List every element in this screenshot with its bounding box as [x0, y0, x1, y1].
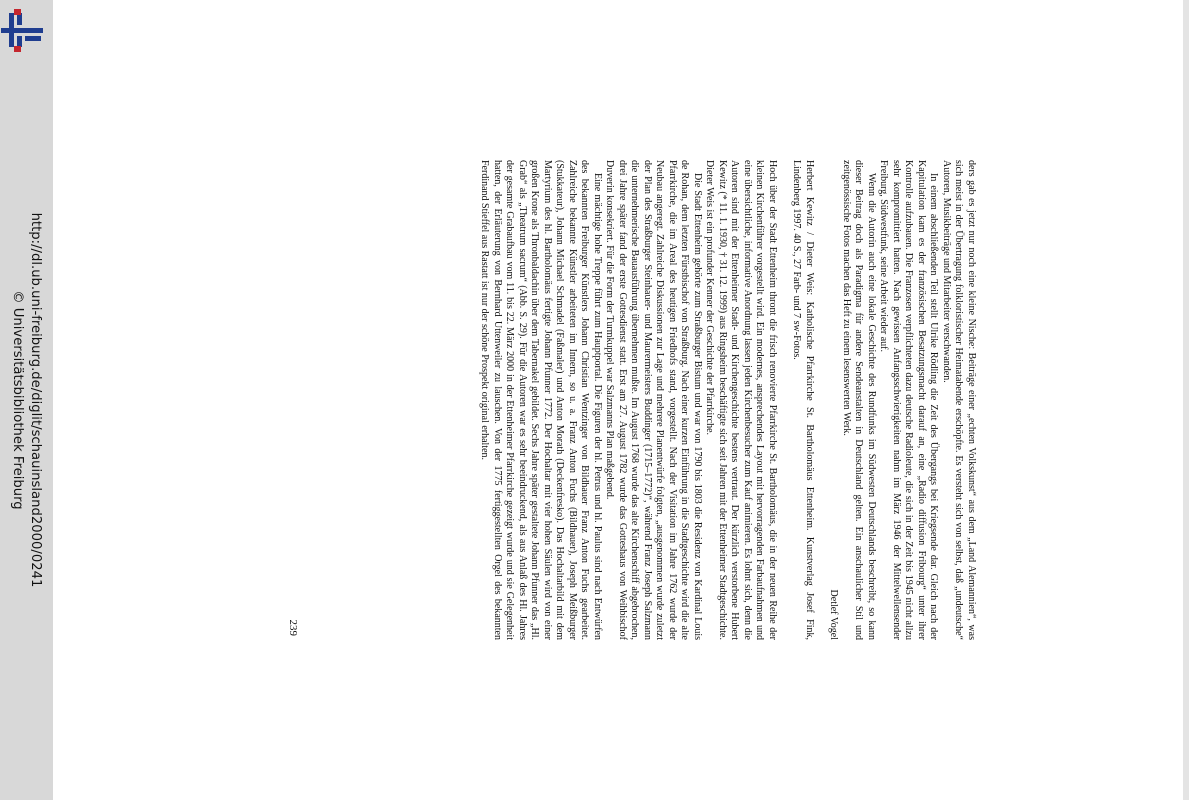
page-number: 239	[287, 619, 300, 636]
review-paragraph: Hoch über der Stadt Ettenheim thront die frisch renovierte Pfarrkirche St. Bartholomäus, die in der neuen Reihe der kleinen Kirchenführer vorgestellt wird. Ein modernes, ansprechendes Layout mit hervorragenden Farbaufnahmen und eine übersichtliche, informative Anordnung lassen jeden Kirchenbesucher zum Kauf animieren. Es lohnt sich, denn die Autoren sind mit der Ettenheimer Stadt- und Kirchengeschichte bestens vertraut. Der kürzlich verstorbene Hubert Kewitz (* 11. 1. 1930, † 31. 12. 1999) aus Ringsheim beschäftigte sich seit Jahren mit der Ettenheimer Stadtgeschichte. Dieter Weis ist ein profunder Kenner der Geschichte der Pfarrkirche.	[704, 160, 778, 640]
body-paragraph: Wenn die Autorin auch eine lokale Geschichte des Rundfunks im Südwesten Deutschlands beschreibt, so kann dieser Beitrag doch als Paradigma für andere Sendeanstalten in Deutschland gelten. Ein anschaulicher Stil und zeitgenössische Fotos machen das Heft zu einem lesenswerten Werk.	[841, 160, 877, 640]
section-gap	[778, 160, 790, 640]
copyright-notice: © Universitätsbibliothek Freiburg	[10, 290, 25, 510]
viewer-sidebar	[0, 0, 53, 800]
source-attribution	[8, 213, 44, 588]
review-paragraph: Die Stadt Ettenheim gehörte zum Straßburger Bistum und war von 1790 bis 1803 die Residenz von Kardinal Louis de Rohan, dem letzten Fürstbischof von Straßburg. Nach einer kurzen Einführung in die Stadtgeschichte wird die alte Pfarrkirche, die im Areal des heutigen Friedhofs stand, vorgestellt. Nach der Visitation im Jahre 1762 wurde der Neubau angeregt. Zahlreiche Diskussionen zur Lage und mehrere Planentwürfe folgten, „ausgenommen wurde zuletzt der Plan des Straßburger Steinhauer- und Maurermeisters Buddinger (1715–1772)“, während Franz Joseph Salzmann die unternehmerische Bauausführung übernehmen mußte. Im August 1768 wurde das alte Kirchenschiff abgebrochen, drei Jahre später fand der erste Gottesdienst statt. Erst am 27. August 1782 wurde das Gotteshaus von Weihbischof Duverin konsekriert. Für die Form der Turmkuppel war Salzmanns Plan maßgebend.	[604, 160, 703, 640]
reviewer-signature: Detlef Vogel	[828, 589, 840, 640]
review-header: Herbert Kewitz / Dieter Weis: Katholische Pfarrkirche St. Bartholomäus Ettenheim. Kunstverlag Josef Fink, Lindenberg 1997. 40 S., 27 Farb- und 7 sw-Fotos.	[791, 160, 815, 640]
section-gap	[815, 160, 827, 640]
right-border	[1183, 0, 1189, 800]
body-paragraph: ders gab es jetzt nur noch eine kleine Nische: Beiträge einer „echten Volkskunst“ aus dem „Land Alemannien“, was sich meist in der Übertragung folkloristischer Heimatabende erschöpfte. Es versteht sich von selbst, daß „undeutsche“ Autoren, Musikbeiträge und Mitarbeiter verschwanden.	[941, 160, 977, 640]
source-url-link[interactable]: http://dl.ub.uni-freiburg.de/diglit/schauinsland2000/0241	[28, 212, 43, 588]
scanned-page	[257, 160, 977, 640]
body-paragraph: In einem abschließenden Teil stellt Ulrike Rödling die Zeit des Übergangs bei Kriegsende dar. Gleich nach der Kapitulation kam es der französischen Besatzungsmacht darauf an, eine „Radio diffusion Fribourg“ unter ihrer Kontrolle aufzubauen. Die Franzosen verpflichteten dazu deutsche Radioleute, die sich in der Zeit bis 1945 nicht allzu sehr kompromittiert hatten. Nach gewissen Anfangsschwierigkeiten nahm im März 1946 der Mittelwellensender Freiburg, Südwestfunk, seine Arbeit wieder auf.	[878, 160, 940, 640]
review-paragraph: Eine mächtige hohe Treppe führt zum Hauptportal. Die Figuren der hl. Petrus und hl. Paulus sind nach Entwürfen des bekannten Freiburger Künstlers Johann Christian Wentzinger von Bildhauer Franz Anton Fuchs gearbeitet. Zahlreiche bekannte Künstler arbeiteten im Innern, so u. a. Franz Anton Fuchs (Bildhauer), Joseph Meißburger (Stukkateur), Johann Michael Schmadel (Faßmaler) und Anton Morath (Deckenfresko). Das Hochaltarbild mit dem Martyrium des hl. Bartholomäus fertigte Johann Pfunner 1772. Der Hochaltar mit vier hohen Säulen wird von einer großen Krone als Thronbaldachin über dem Tabernakel gebildet. Sechs Jahre später gestaltete Johann Pfunner das „Hl. Grab“ als „Theatrum sacrum“ (Abb. S. 29). Für die Autoren war es sehr beeindruckend, als aus Anlaß des Hl. Jahres der gesamte Grabaufbau vom 11. bis 22. März 2000 in der Ettenheimer Pfarrkirche gezeigt wurde und sie Gelegenheit hatten, der Erläuterung von Bernhard Uttenweiler zu lauschen. Von der 1775 fertiggestellten Orgel des bekannten Ferdinand Stieffel aus Rastatt ist nur der schöne Prospekt original erhalten.	[479, 160, 603, 640]
university-library-logo-icon[interactable]	[1, 8, 45, 52]
